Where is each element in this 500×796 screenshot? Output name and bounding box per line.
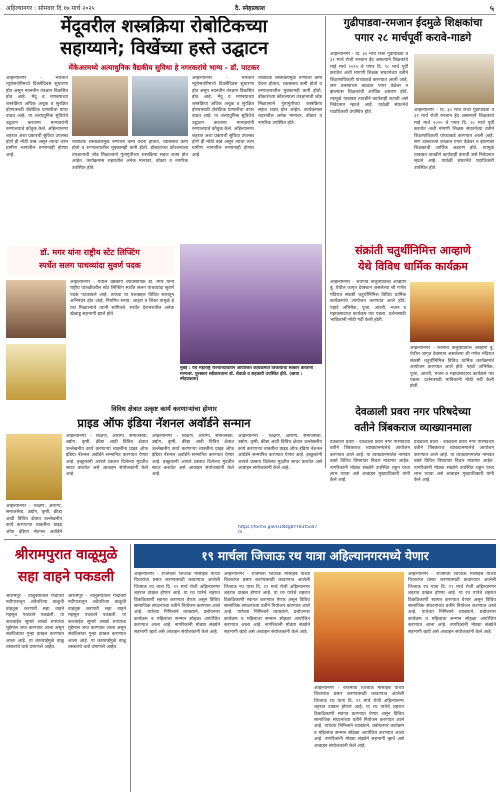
- masthead: [4, 3, 496, 15]
- column-divider: [325, 16, 326, 468]
- sand-body-col1: श्रीरामपूर - तालुक्यातील गोदावरी नदीपात्रातून अवैधरित्या वाळूची वाहतूक करणारी सहा वाहने महसूल पथकाने पकडली. या कारवाईत सुमारे लाखो रुपयांचा मुद्देमाल जप्त करण्यात आला असून संबंधितांवर गुन्हा दाखल करण्यात आला आहे. या कारवाईमुळे वाळू तस्करांचे धाबे दणाणले आहेत.: [6, 594, 64, 651]
- award-medal-photo: [6, 344, 66, 400]
- pay-photo: [414, 54, 494, 104]
- lead-photo-1: [72, 76, 128, 136]
- award-headline: [6, 246, 174, 276]
- trophy-image: [6, 434, 62, 500]
- lead-headline-line2: सहाय्याने; विखेंच्या हस्ते उद्घाटन: [60, 38, 268, 59]
- temple-headline: [330, 243, 496, 277]
- masthead-date: अहिल्यानगर : सोमवार दि १७ मार्च २०२५: [6, 5, 95, 12]
- yatra-body-col3: अहिल्यानगर - राजमाता जिजाऊ माँसाहेब यांच्या विचारांचा प्रसार करण्यासाठी काढण्यात आलेली जिजाऊ रथ यात्रा दि. १९ मार्च रोजी अहिल्यानगर शहरात दाखल होणार आहे. या रथ यात्रेचे शहरात ठिकठिकाणी स्वागत करण्यात येणार असून विविध सामाजिक संघटनांच्या वतीने नियोजन करण्यात आले आहे. यात्रेच्या निमित्ताने व्याख्याने, प्रबोधनपर कार्यक्रम व महिलांचा सन्मान सोहळा आयोजित करण्यात आला आहे. नागरिकांनी मोठ्या संख्येने सहभागी व्हावे असे आवाहन संयोजकांनी केले आहे.: [314, 686, 404, 749]
- bottom-column-divider: [130, 544, 131, 792]
- yatra-headline: १९ मार्चला जिजाऊ रथ यात्रा अहिल्यानगरमध्ये येणार: [134, 544, 496, 568]
- award-portrait: [6, 280, 66, 338]
- newspaper-name: दै. स्नेहप्रकाश: [234, 5, 266, 12]
- pride-body-col1: अहिल्यानगर - शिक्षण, आरोग्य, समाजसेवा, उद्योग, कृषी, क्रीडा आदी विविध क्षेत्रात उल्लेखनीय कार्य करणाऱ्या व्यक्तींना प्राइड ऑफ इंडिया नॅशनल अवॉर्डने सन्मानित करण्यात येणार आहे. इच्छुकांनी आपले प्रस्ताव दिलेल्या मुदतीत सादर करावेत असे आवाहन संयोजकांनी केले आहे.: [66, 434, 148, 478]
- yatra-body-col2: अहिल्यानगर - राजमाता जिजाऊ माँसाहेब यांच्या विचारांचा प्रसार करण्यासाठी काढण्यात आलेली जिजाऊ रथ यात्रा दि. १९ मार्च रोजी अहिल्यानगर शहरात दाखल होणार आहे. या रथ यात्रेचे शहरात ठिकठिकाणी स्वागत करण्यात येणार असून विविध सामाजिक संघटनांच्या वतीने नियोजन करण्यात आले आहे. यात्रेच्या निमित्ताने व्याख्याने, प्रबोधनपर कार्यक्रम व महिलांचा सन्मान सोहळा आयोजित करण्यात आला आहे. नागरिकांनी मोठ्या संख्येने सहभागी व्हावे असे आवाहन संयोजकांनी केले आहे.: [224, 572, 310, 635]
- felicitation-caption: मुंबई : येथे महाराष्ट्र राज्याच्यावतीने आयोजित कार्यक्रमात विजेत्यांचा सत्कार करताना मान्यवर. पुरस्कार स्वीकारताना डॉ. शेवाळे व सहकारी उपस्थित होते. (छाया : स्नेहप्रकाश): [180, 366, 314, 383]
- lead-photo-2: [132, 76, 188, 136]
- award-headline-line1: डॉ. मगर यांना राष्ट्रीय स्टेट लिफ्टिंग: [40, 248, 140, 257]
- temple-photo: [410, 282, 494, 342]
- lecture-body-col2: देवळाली प्रवरा - देवळाली प्रवरा नगर परिषदेच्या वतीने त्रिंबकराज व्याख्यानमालेचे आयोजन करण्यात आले आहे. या व्याख्यानमालेत नामवंत वक्ते विविध विषयांवर विचार मांडणार आहेत. नागरिकांनी मोठ्या संख्येने उपस्थित राहून याचा लाभ घ्यावा असे आवाहन मुख्याधिकारी यांनी केले आहे.: [414, 440, 494, 484]
- lead-body-col4: रोबोटिक शस्त्रक्रियेमुळे रुग्णाला कमी वेदना होतात, रक्तस्त्राव कमी होतो व रुग्णालयातील मुक्कामही कमी होतो. डॉक्टरांच्या कौशल्याला तंत्रज्ञानाची जोड मिळाल्याने गुंतागुंतीच्या शस्त्रक्रिया सहज शक्य होत आहेत. कार्यक्रमास शहरातील अनेक मान्यवर, डॉक्टर व नागरिक उपस्थित होते.: [258, 76, 322, 126]
- pay-headline-line2: पगार २८ मार्चपूर्वी करावे-गाडगे: [354, 32, 472, 44]
- pride-kicker: विविध क्षेत्रात उत्कृष्ट कार्य करणाऱ्यांचा होणार: [111, 405, 217, 413]
- lecture-headline-line2: वतीने त्रिंबकराज व्याख्यानमाला: [354, 422, 472, 434]
- pay-body-col1: अहिल्यानगर - दि. ३० मार्च रोजी गुढीपाडवा व ३१ मार्च रोजी रमजान ईद असल्याने शिक्षकांचे माहे मार्च २०२५ चे पगार दि. २८ मार्च पूर्वी करावेत अशी मागणी शिक्षक संघटनेच्या वतीने शिक्षणाधिकारी यांच्याकडे करण्यात आली आहे. सण उत्सवाच्या काळात पगार वेळेवर न झाल्यास शिक्षकांची आर्थिक अडचण होते, त्यामुळे याबाबत तातडीने कार्यवाही करावी असे निवेदनात म्हटले आहे. यावेळी संघटनेचे पदाधिकारी उपस्थित होते.: [330, 52, 408, 115]
- temple-headline-line2: येथे विविध धार्मिक कार्यक्रम: [358, 260, 468, 273]
- jijau-portrait: [314, 572, 404, 682]
- sand-headline-line1: श्रीरामपुरात वाळूमुळे: [14, 547, 118, 563]
- yatra-body-col4: अहिल्यानगर - राजमाता जिजाऊ माँसाहेब यांच्या विचारांचा प्रसार करण्यासाठी काढण्यात आलेली जिजाऊ रथ यात्रा दि. १९ मार्च रोजी अहिल्यानगर शहरात दाखल होणार आहे. या रथ यात्रेचे शहरात ठिकठिकाणी स्वागत करण्यात येणार असून विविध सामाजिक संघटनांच्या वतीने नियोजन करण्यात आले आहे. यात्रेच्या निमित्ताने व्याख्याने, प्रबोधनपर कार्यक्रम व महिलांचा सन्मान सोहळा आयोजित करण्यात आला आहे. नागरिकांनी मोठ्या संख्येने सहभागी व्हावे असे आवाहन संयोजकांनी केले आहे.: [408, 572, 496, 635]
- pride-body-col3: अहिल्यानगर - शिक्षण, आरोग्य, समाजसेवा, उद्योग, कृषी, क्रीडा आदी विविध क्षेत्रात उल्लेखनीय कार्य करणाऱ्या व्यक्तींना प्राइड ऑफ इंडिया नॅशनल अवॉर्डने सन्मानित करण्यात येणार आहे. इच्छुकांनी आपले प्रस्ताव दिलेल्या मुदतीत सादर करावेत असे आवाहन संयोजकांनी केले आहे.: [238, 434, 322, 472]
- award-headline-line2: स्पर्धेत सलग पाचव्यांदा सुवर्ण पदक: [39, 261, 141, 270]
- pride-body-col2: अहिल्यानगर - शिक्षण, आरोग्य, समाजसेवा, उद्योग, कृषी, क्रीडा आदी विविध क्षेत्रात उल्लेखनीय कार्य करणाऱ्या व्यक्तींना प्राइड ऑफ इंडिया नॅशनल अवॉर्डने सन्मानित करण्यात येणार आहे. इच्छुकांनी आपले प्रस्ताव दिलेल्या मुदतीत सादर करावेत असे आवाहन संयोजकांनी केले आहे.: [152, 434, 234, 478]
- yatra-body-col1: अहिल्यानगर - राजमाता जिजाऊ माँसाहेब यांच्या विचारांचा प्रसार करण्यासाठी काढण्यात आलेली जिजाऊ रथ यात्रा दि. १९ मार्च रोजी अहिल्यानगर शहरात दाखल होणार आहे. या रथ यात्रेचे शहरात ठिकठिकाणी स्वागत करण्यात येणार असून विविध सामाजिक संघटनांच्या वतीने नियोजन करण्यात आले आहे. यात्रेच्या निमित्ताने व्याख्याने, प्रबोधनपर कार्यक्रम व महिलांचा सन्मान सोहळा आयोजित करण्यात आला आहे. नागरिकांनी मोठ्या संख्येने सहभागी व्हावे असे आवाहन संयोजकांनी केले आहे.: [134, 572, 220, 635]
- sand-headline-line2: सहा वाहने पकडली: [17, 569, 115, 585]
- lead-subhead: मेंकेअरमध्ये अत्याधुनिक वैद्यकीय सुविधा हे नगरकरांचे भाग्य - डॉ. पाटकर: [68, 63, 260, 72]
- pay-headline-line1: गुढीपाडवा-रमजान ईदमुळे शिक्षकांचा: [343, 17, 483, 29]
- lecture-headline-line1: देवळाली प्रवरा नगर परिषदेच्या: [355, 406, 471, 418]
- section-divider: [4, 539, 496, 540]
- lecture-headline: [330, 404, 496, 438]
- pay-headline: [330, 16, 496, 48]
- pride-form-link[interactable]: https://forms.gle/U1N4g8YY83t5od7 m: [238, 525, 318, 535]
- lead-body-col2: रोबोटिक शस्त्रक्रियेमुळे रुग्णाला कमी वेदना होतात, रक्तस्त्राव कमी होतो व रुग्णालयातील मुक्कामही कमी होतो. डॉक्टरांच्या कौशल्याला तंत्रज्ञानाची जोड मिळाल्याने गुंतागुंतीच्या शस्त्रक्रिया सहज शक्य होत आहेत. कार्यक्रमास शहरातील अनेक मान्यवर, डॉक्टर व नागरिक उपस्थित होते.: [72, 140, 188, 171]
- pride-body-extra: अहिल्यानगर - शिक्षण, आरोग्य, समाजसेवा, उद्योग, कृषी, क्रीडा आदी विविध क्षेत्रात उल्लेखनीय कार्य करणाऱ्या व्यक्तींना प्राइड ऑफ इंडिया नॅशनल अवॉर्डने: [6, 504, 62, 535]
- lead-headline-line1: मेंदूवरील शस्त्रक्रिया रोबोटिकच्या: [60, 16, 268, 37]
- pride-headline: प्राइड ऑफ इंडिया नॅशनल अवॉर्डने सन्मान: [77, 416, 251, 430]
- sand-body-col2: श्रीरामपूर - तालुक्यातील गोदावरी नदीपात्रातून अवैधरित्या वाळूची वाहतूक करणारी सहा वाहने महसूल पथकाने पकडली. या कारवाईत सुमारे लाखो रुपयांचा मुद्देमाल जप्त करण्यात आला असून संबंधितांवर गुन्हा दाखल करण्यात आला आहे. या कारवाईमुळे वाळू तस्करांचे धाबे दणाणले आहेत.: [68, 594, 126, 651]
- temple-body-col2: अहिल्यानगर - शेवगाव तालुक्यातील आव्हाणे बु. येथील जागृत देवस्थान असलेल्या श्री गणेश मंदिरात संकष्टी चतुर्थीनिमित्त विविध धार्मिक कार्यक्रमांचे आयोजन करण्यात आले होते. पहाटे अभिषेक, पूजा, आरती, भजन व महाप्रसादाचा कार्यक्रम पार पडला. दर्शनासाठी भाविकांनी मोठी गर्दी केली होती.: [410, 346, 494, 390]
- page-number: ५: [489, 4, 494, 13]
- pay-body-col2: अहिल्यानगर - दि. ३० मार्च रोजी गुढीपाडवा व ३१ मार्च रोजी रमजान ईद असल्याने शिक्षकांचे माहे मार्च २०२५ चे पगार दि. २८ मार्च पूर्वी करावेत अशी मागणी शिक्षक संघटनेच्या वतीने शिक्षणाधिकारी यांच्याकडे करण्यात आली आहे. सण उत्सवाच्या काळात पगार वेळेवर न झाल्यास शिक्षकांची आर्थिक अडचण होते, त्यामुळे याबाबत तातडीने कार्यवाही करावी असे निवेदनात म्हटले आहे. यावेळी संघटनेचे पदाधिकारी उपस्थित होते.: [414, 108, 494, 171]
- lecture-body-col1: देवळाली प्रवरा - देवळाली प्रवरा नगर परिषदेच्या वतीने त्रिंबकराज व्याख्यानमालेचे आयोजन करण्यात आले आहे. या व्याख्यानमालेत नामवंत वक्ते विविध विषयांवर विचार मांडणार आहेत. नागरिकांनी मोठ्या संख्येने उपस्थित राहून याचा लाभ घ्यावा असे आवाहन मुख्याधिकारी यांनी केले आहे.: [330, 440, 410, 484]
- sand-headline: [6, 544, 126, 590]
- award-body: अहिल्यानगर - येथील वैद्यकीय व्यावसायिक डॉ. मगर यांनी राष्ट्रीय पातळीवरील स्टेट लिफ्टिंग स्पर्धेत सलग पाचव्यांदा सुवर्ण पदक पटकावले आहे. त्यांच्या या यशाबद्दल विविध स्तरातून अभिनंदन होत आहे. नियमित सराव, आहार व शिस्त यामुळे हे यश मिळाल्याचे त्यांनी सांगितले. स्पर्धेत देशभरातील अनेक खेळाडू सहभागी झाले होते.: [70, 280, 174, 318]
- lead-body-col3: अहिल्यानगर - भारतात न्यूरोसर्जरीमध्ये दिवसेंदिवस सुधारणा होत असून नवनवीन तंत्रज्ञान विकसित होत आहे. मेंदू व मणक्याच्या शस्त्रक्रिया अधिक अचूक व सुरक्षित होण्यासाठी रोबोटिक प्रणालीचा वापर वाढत आहे. या अत्याधुनिक सुविधेचे उद्घाटन करताना मान्यवरांनी रुग्णालयाचे कौतुक केले. अहिल्यानगर शहरात अशा प्रकारची सुविधा उपलब्ध होणे ही मोठी बाब असून त्याचा लाभ ग्रामीण भागातील रुग्णांनाही होणार आहे.: [192, 76, 254, 158]
- temple-headline-line1: संक्रांती चतुर्थीनिमित्त आव्हाणे: [355, 244, 471, 257]
- felicitation-photo: [180, 244, 322, 364]
- temple-body-col1: अहिल्यानगर - शेवगाव तालुक्यातील आव्हाणे बु. येथील जागृत देवस्थान असलेल्या श्री गणेश मंदिरात संकष्टी चतुर्थीनिमित्त विविध धार्मिक कार्यक्रमांचे आयोजन करण्यात आले होते. पहाटे अभिषेक, पूजा, आरती, भजन व महाप्रसादाचा कार्यक्रम पार पडला. दर्शनासाठी भाविकांनी मोठी गर्दी केली होती.: [330, 280, 406, 324]
- lead-body-col1: अहिल्यानगर - भारतात न्यूरोसर्जरीमध्ये दिवसेंदिवस सुधारणा होत असून नवनवीन तंत्रज्ञान विकसित होत आहे. मेंदू व मणक्याच्या शस्त्रक्रिया अधिक अचूक व सुरक्षित होण्यासाठी रोबोटिक प्रणालीचा वापर वाढत आहे. या अत्याधुनिक सुविधेचे उद्घाटन करताना मान्यवरांनी रुग्णालयाचे कौतुक केले. अहिल्यानगर शहरात अशा प्रकारची सुविधा उपलब्ध होणे ही मोठी बाब असून त्याचा लाभ ग्रामीण भागातील रुग्णांनाही होणार आहे.: [6, 76, 68, 158]
- lead-headline: [6, 16, 322, 60]
